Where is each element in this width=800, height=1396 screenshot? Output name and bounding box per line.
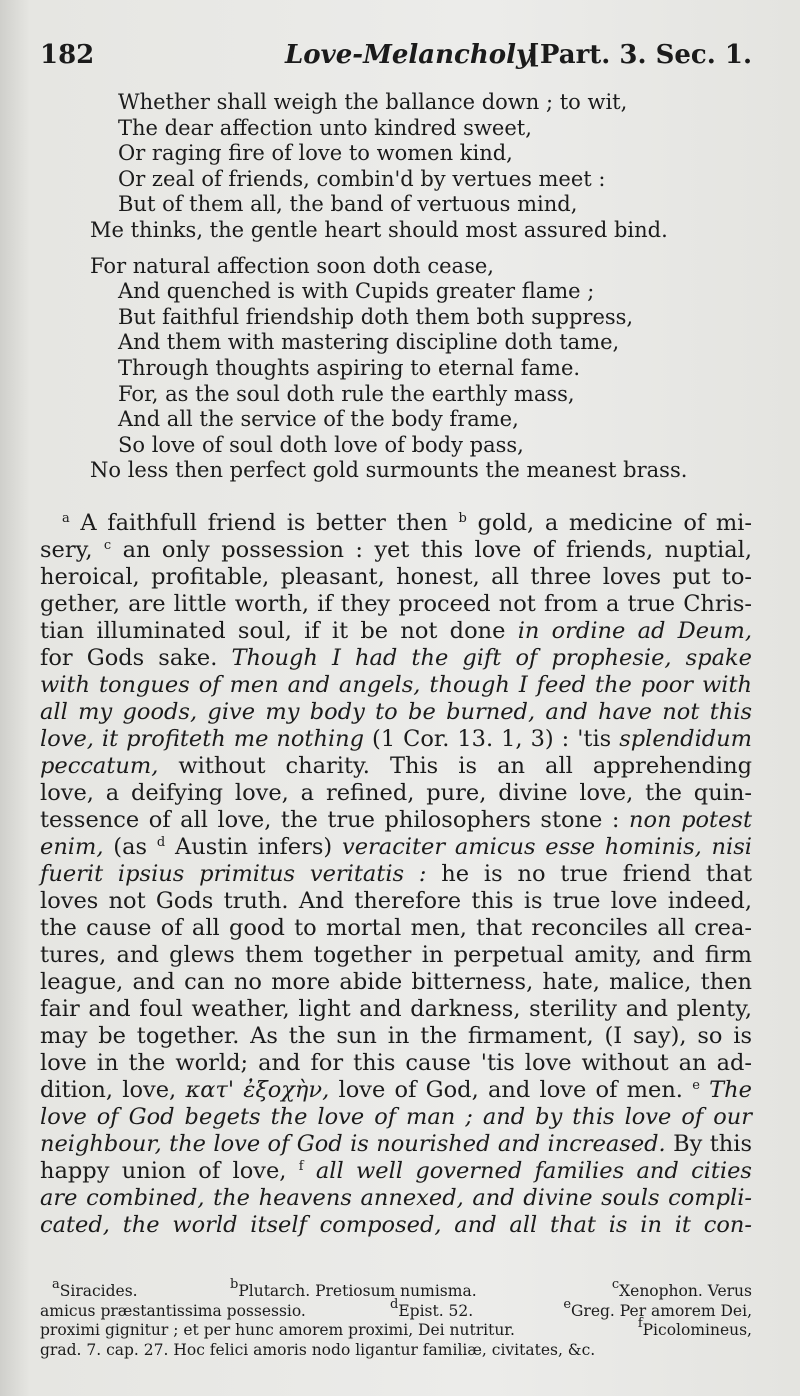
poem-line: And them with mastering discipline doth tame, [118,330,620,355]
body-paragraph [40,510,752,1239]
poem-line: And all the service of the body frame, [118,407,519,432]
prose-line: cated, the world itself composed, and all that is in it con- [40,1212,752,1238]
poem-line: No less then perfect gold surmounts the meanest brass. [90,458,688,483]
prose-line: tessence of all love, the true philosophers stone : non potest [40,807,752,833]
poem-line: Me thinks, the gentle heart should most assured bind. [90,217,668,242]
poem-line: And quenched is with Cupids greater flame ; [118,279,595,304]
footnote-e-cont: proximi gignitur ; et per hunc amorem proximi, Dei nutritur. [40,1321,515,1339]
prose-line: with tongues of men and angels, though I feed the poor with [40,672,752,698]
poem-line: But of them all, the band of vertuous mind, [118,192,578,217]
prose-line: tures, and glews them together in perpetual amity, and firm [40,942,752,968]
footnote-f-cont: grad. 7. cap. 27. Hoc felici amoris nodo ligantur familiæ, civitates, &c. [40,1340,596,1359]
running-title: Love-Melancholy. [285,40,538,70]
footnote-f: $^f$Picolomineus, [637,1316,752,1339]
part-section-label: [Part. 3. Sec. 1. [527,40,752,70]
poem-line: Through thoughts aspiring to eternal fame. [118,355,581,380]
prose-line: happy union of love, $^f$ all well governed families and cities [40,1158,752,1184]
poem-line: But faithful friendship doth them both suppress, [118,304,634,329]
prose-line: tian illuminated soul, if it be not done in ordine ad Deum, [40,618,752,644]
prose-line: love, it profiteth me nothing (1 Cor. 13. 1, 3) : 'tis splendidum [40,726,752,752]
footnote-d: $^d$Epist. 52. [390,1296,474,1320]
footnote-mark: d [156,835,166,850]
poem-line: The dear affection unto kindred sweet, [118,115,532,140]
prose-line: fuerit ipsius primitus veritatis : he is no true friend that [40,861,752,887]
footnote-c-cont: amicus præstantissima possessio. [40,1301,306,1320]
footnote-c: $^c$Xenophon. Verus [611,1277,752,1300]
poem-line: For natural affection soon doth cease, [90,253,494,278]
poem-stanza-2 [90,254,690,484]
prose-line: gether, are little worth, if they proceed not from a true Chris- [40,591,752,617]
prose-line: enim, (as $^d$ Austin infers) veraciter amicus esse hominis, nisi [40,834,752,860]
prose-line: are combined, the heavens annexed, and divine souls compli- [40,1185,752,1211]
prose-line: may be together. As the sun in the firmament, (I say), so is [40,1023,752,1049]
footnote-line [40,1296,752,1322]
poem-line: For, as the soul doth rule the earthly mass, [118,381,575,406]
poem-line: Or raging fire of love to women kind, [118,141,513,166]
footnote-a: $^a$Siracides. [52,1277,138,1300]
prose-line: all my goods, give my body to be burned, and have not this [40,699,752,725]
prose-line: neighbour, the love of God is nourished and increased. By this [40,1131,753,1157]
prose-line: fair and foul weather, light and darkness, sterility and plenty, [40,996,752,1022]
page-header [40,40,752,76]
prose-line: love, a deifying love, a refined, pure, divine love, the quin- [40,780,752,806]
prose-line: loves not Gods truth. And therefore this is true love indeed, [40,888,752,914]
footnote-line [40,1316,752,1341]
poem-line: So love of soul doth love of body pass, [118,432,524,457]
footnote-e: $^e$Greg. Per amorem Dei, [563,1296,752,1320]
poem-line: Or zeal of friends, combin'd by vertues meet : [118,166,606,191]
poem-stanza-1 [90,90,690,244]
prose-line: for Gods sake. Though I had the gift of prophesie, spake [40,645,752,671]
footnotes [40,1277,752,1360]
prose-line: $^a$ A faithfull friend is better then $^b$ gold, a medicine of mi- [62,510,752,536]
footnote-b: $^b$Plutarch. Pretiosum numisma. [230,1277,477,1300]
poem-line: Whether shall weigh the ballance down ; to wit, [118,90,628,114]
prose-line: peccatum, without charity. This is an all apprehending [40,753,752,779]
prose-line: love of God begets the love of man ; and by this love of our [40,1104,752,1130]
footnote-mark: c [103,538,112,553]
footnote-line [40,1341,752,1361]
page-number: 182 [40,40,95,70]
footnote-mark: b [458,511,467,526]
prose-line: sery, $^c$ an only possession : yet this love of friends, nuptial, [40,537,752,563]
prose-line: the cause of all good to mortal men, that reconciles all crea- [40,915,752,941]
prose-line: heroical, profitable, pleasant, honest, all three loves put to- [40,564,752,590]
footnote-mark: a [62,511,70,526]
footnote-mark: e [692,1078,700,1093]
prose-line: dition, love, κατ' ἐξοχὴν, love of God, and love of men. $^e$ The [40,1077,752,1103]
footnote-mark: f [298,1159,304,1174]
poem [90,90,690,494]
prose-line: love in the world; and for this cause 'tis love without an ad- [40,1050,752,1076]
prose-line: league, and can no more abide bitterness, hate, malice, then [40,969,752,995]
